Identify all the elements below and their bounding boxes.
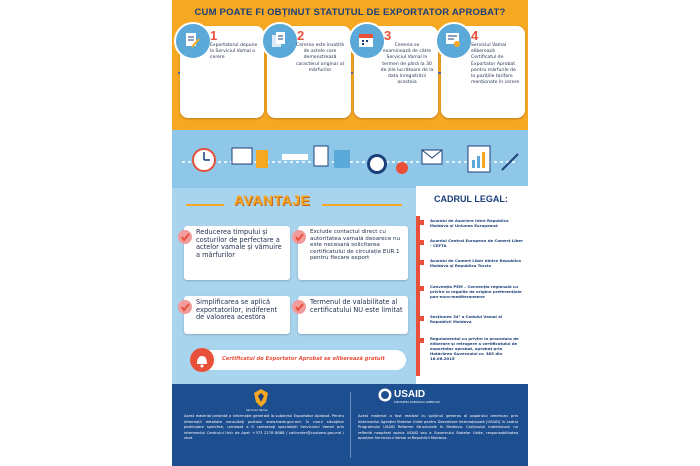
check-icon [292, 300, 306, 314]
check-icon [178, 300, 192, 314]
advantage-text: Simplificarea se aplică exportatorilor, indiferent de valoarea acestora [196, 298, 278, 322]
bell-icon [190, 348, 214, 372]
advantage-card-2 [298, 226, 408, 280]
step-number: 2 [297, 28, 305, 43]
document-pen-icon [174, 22, 212, 60]
office-items-illustration [172, 130, 528, 188]
advantage-text: Exclude contactul direct cu autoritatea vamală deoarece nu este necesară solicitarea certificatului de circulație EUR.1 pentru fiecare export [310, 229, 401, 262]
advantage-card-3 [184, 296, 290, 334]
step-card-3 [354, 26, 438, 118]
step-text: Exportatorul depune la Serviciul Vamal o cerere [210, 43, 258, 61]
footer-right-text: Acest material a fost realizat cu sprijinul generos al poporului american prin intermediul Agenției Statelor Unite pentru Dezvoltare Internațională (USAID) în cadrul Programului USAID Reforme Structurale în Moldova. Conținutul materialului nu reflectă neapărat opinia USAID sau a Guvernului Statelor Unite, responsabilitatea aparține Serviciului Vamal al Republicii Moldova. [358, 414, 518, 441]
check-icon [292, 230, 306, 244]
illustration-band [172, 130, 528, 188]
customs-emblem-icon [252, 388, 270, 408]
title-rule-right [322, 204, 402, 206]
advantages-section [172, 130, 528, 384]
usaid-tagline: DIN PARTEA POPORULUI AMERICAN [394, 401, 440, 404]
certificate-icon [435, 22, 473, 60]
advantage-text: Termenul de valabilitate al certificatului NU este limitat [310, 298, 403, 314]
poster-title: CUM POATE FI OBȚINUT STATUTUL DE EXPORTATOR APROBAT? [194, 7, 506, 18]
free-notice [200, 350, 406, 370]
steps-section [172, 0, 528, 130]
advantages-title: AVANTAJE [233, 192, 311, 208]
step-number: 3 [384, 28, 392, 43]
footer-left-text: Acest material prezintă o informație generală la subiectul Exportator Aprobat. Pentru informații detaliate consultați portalul www.trade.gov.md. În cazul situațiilor particulare specifice, urmează a fi contactați specialiștii Serviciului Vamal prin intermediul Centrului Unic de Apel: +373 2278 8888 / callcenter@customs.gov.md / chat. [184, 414, 344, 441]
infographic-poster [172, 0, 528, 466]
step-number: 1 [210, 28, 218, 43]
step-text: Serviciul Vamal eliberează Certificatul de Exportator Aprobat pentru mărfurile de la pozițiile tarifare menționate în cerere [471, 43, 520, 86]
advantage-text: Reducerea timpului și costurilor de perfectare a actelor vamale și vămuire a mărfurilor [196, 228, 282, 259]
footer [172, 384, 528, 466]
step-text: Cererea se examinează de către Serviciul Vamal în termen de până la 30 de zile lucrătoare de la data înregistrării acesteia [380, 43, 434, 86]
step-card-4 [441, 26, 525, 118]
legal-title: CADRUL LEGAL: [434, 194, 508, 204]
customs-logo-text: Serviciul Vamal [246, 408, 268, 412]
legal-framework-panel: CADRUL LEGAL: Acordul de Asociere între Republica Moldova și Uniunea Europeană Acordul Central European de Comerț Liber - CEFTA Acordul de Comerț Liber dintre Republica Moldova și Republica Turcia Convenția PEM – Convenția regională cu privire la regulile de origine preferențiale pan-euro-mediteraneene Secțiunea 34¹ a Codului Vamal al Republicii Moldova Regulamentul cu privire la procedura de eliberare și retragere a certificatului de exportator aprobat, aprobat prin Hotărârea Guvernului nr. 385 din 16.06.2015 [416, 186, 528, 384]
check-icon [178, 230, 192, 244]
advantage-card-1 [184, 226, 290, 280]
footer-divider [350, 392, 351, 458]
step-card-2 [267, 26, 351, 118]
usaid-seal-icon [378, 388, 392, 402]
notice-text: Certificatul de Exportator Aprobat se eliberează gratuit [222, 356, 385, 362]
step-card-1 [180, 26, 264, 118]
step-text: Cererea este însoțită de actele care demonstrează caracterul originar al mărfurilor [295, 43, 345, 73]
usaid-logo: USAID [394, 389, 426, 400]
advantage-card-4 [298, 296, 408, 334]
step-number: 4 [471, 28, 479, 43]
